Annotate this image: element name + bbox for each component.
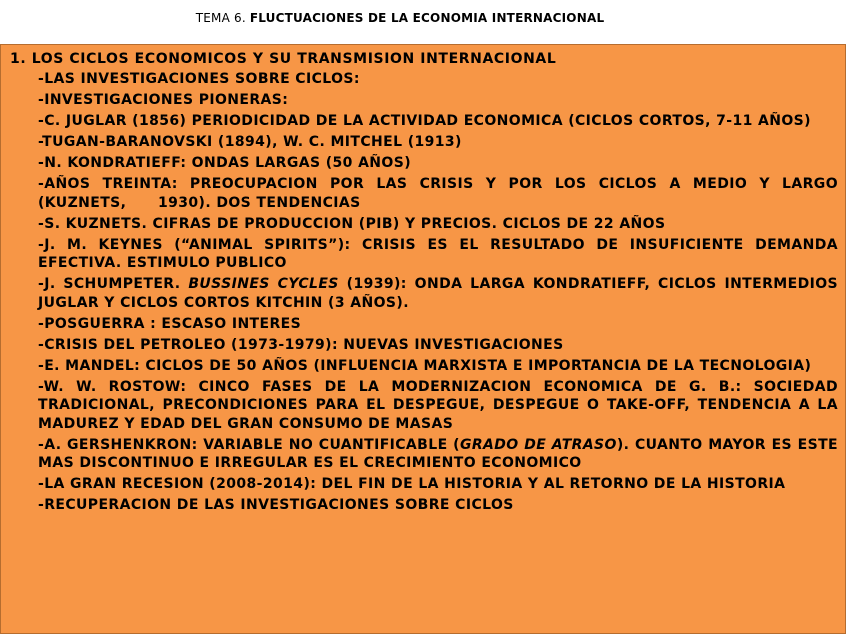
item-italic-text: GRADO DE ATRASO [459,436,617,453]
list-item: -RECUPERACION DE LAS INVESTIGACIONES SOBRE CICLOS [38,497,514,513]
item-text: ). CUANTO MAYOR ES ESTE MAS DISCONTINUO E IRREGULAR ES EL CRECIMIENTO ECONOMICO [38,436,838,471]
slide-title [0,11,800,25]
list-item: -E. MANDEL: CICLOS DE 50 AÑOS (INFLUENCIA MARXISTA E IMPORTANCIA DE LA TECNOLOGIA) [38,357,812,374]
list-item: -C. JUGLAR (1856) PERIODICIDAD DE LA ACTIVIDAD ECONOMICA (CICLOS CORTOS, 7-11 AÑOS) [38,113,811,129]
list-item: -LA GRAN RECESION (2008-2014): DEL FIN DE LA HISTORIA Y AL RETORNO DE LA HISTORIA [38,476,786,492]
item-italic-text: BUSSINES CYCLES [188,276,339,292]
list-item: -TUGAN-BARANOVSKI (1894), W. C. MITCHEL (1913) [38,134,462,150]
section-heading: 1. LOS CICLOS ECONOMICOS Y SU TRANSMISION INTERNACIONAL [10,51,557,67]
list-item: -N. KONDRATIEFF: ONDAS LARGAS (50 AÑOS) [38,155,412,171]
list-item: -LAS INVESTIGACIONES SOBRE CICLOS: [38,71,360,87]
content-box [0,44,846,634]
title-prefix: TEMA 6. [195,11,250,25]
list-item: -J. M. KEYNES (“ANIMAL SPIRITS”): CRISIS ES EL RESULTADO DE INSUFICIENTE DEMANDA EFECTIVA. ESTIMULO PUBLICO [38,236,838,271]
items-list [38,70,844,517]
list-item: -POSGUERRA : ESCASO INTERES [38,315,302,332]
item-text: -J. SCHUMPETER. [38,276,189,292]
title-main: FLUCTUACIONES DE LA ECONOMIA INTERNACIONAL [249,11,605,25]
item-text: (1939): ONDA LARGA KONDRATIEFF, CICLOS INTERMEDIOS JUGLAR Y CICLOS CORTOS KITCHIN (3 AÑOS). [38,276,838,311]
list-item: -S. KUZNETS. CIFRAS DE PRODUCCION (PIB) Y PRECIOS. CICLOS DE 22 AÑOS [38,215,666,232]
list-item: -AÑOS TREINTA: PREOCUPACION POR LAS CRISIS Y POR LOS CICLOS A MEDIO Y LARGO (KUZNETS, 1930). DOS TENDENCIAS [38,176,844,211]
list-item [38,436,838,473]
list-item: -CRISIS DEL PETROLEO (1973-1979): NUEVAS INVESTIGACIONES [38,336,564,353]
item-text: -A. GERSHENKRON: VARIABLE NO CUANTIFICABLE ( [38,436,460,453]
list-item: -INVESTIGACIONES PIONERAS: [38,92,289,108]
list-item [38,275,838,312]
list-item: -W. W. ROSTOW: CINCO FASES DE LA MODERNIZACION ECONOMICA DE G. B.: SOCIEDAD TRADICIONAL, PRECONDICIONES PARA EL DESPEGUE, DESPEGUE O TAKE-OFF, TENDENCIA A LA MADUREZ Y EDAD DEL GRAN CONSUMO DE MASAS [38,378,838,432]
